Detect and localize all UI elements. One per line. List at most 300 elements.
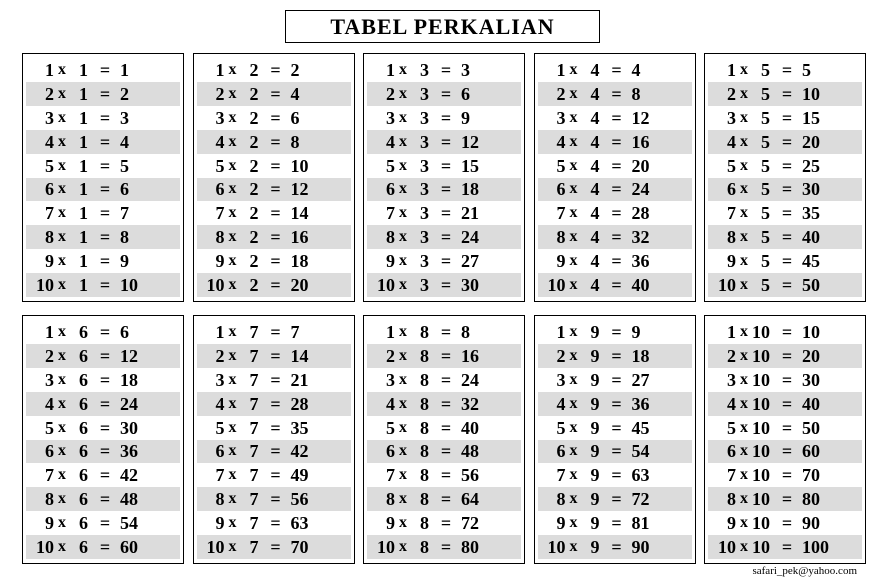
- product: 25: [802, 155, 820, 176]
- multiplicand: 7: [45, 203, 54, 224]
- multiplier: 4: [590, 83, 600, 104]
- table-row: [708, 392, 862, 416]
- equals-sign: =: [440, 441, 452, 462]
- multiplier: 2: [249, 227, 259, 248]
- product: 20: [290, 275, 309, 296]
- product: 28: [631, 203, 650, 224]
- equals-sign: =: [99, 251, 111, 272]
- multiplicand: 7: [556, 465, 566, 486]
- equals-sign: =: [270, 369, 281, 390]
- times-sign: x: [228, 156, 237, 174]
- table-row: [708, 344, 862, 368]
- table-row: [26, 201, 180, 225]
- equals-sign: =: [781, 441, 793, 462]
- times-sign: x: [58, 180, 66, 198]
- multiplicand: 7: [45, 465, 54, 486]
- multiplicand: 6: [386, 179, 395, 200]
- multiplier: 8: [420, 465, 429, 486]
- equals-sign: =: [611, 227, 622, 248]
- multiplicand: 9: [215, 251, 225, 272]
- multiplier: 8: [420, 537, 429, 558]
- multiplier: 9: [590, 465, 600, 486]
- product: 21: [290, 369, 309, 390]
- multiplier: 5: [761, 251, 770, 272]
- product: 70: [802, 465, 820, 486]
- equals-sign: =: [440, 251, 452, 272]
- table-row: [708, 82, 862, 106]
- equals-sign: =: [611, 465, 622, 486]
- table-row: [26, 249, 180, 273]
- multiplier: 7: [249, 417, 259, 438]
- equals-sign: =: [270, 417, 281, 438]
- times-sign: x: [740, 276, 748, 294]
- equals-sign: =: [611, 537, 622, 558]
- times-sign: x: [399, 204, 407, 222]
- multiplicand: 8: [215, 489, 225, 510]
- multiplicand: 6: [215, 179, 225, 200]
- table-row: [708, 225, 862, 249]
- multiplicand: 3: [556, 107, 566, 128]
- times-sign: x: [569, 276, 578, 294]
- product: 35: [290, 417, 309, 438]
- product: 50: [802, 417, 820, 438]
- table-row: [197, 368, 351, 392]
- multiplicand: 1: [45, 59, 54, 80]
- table-row: [367, 320, 521, 344]
- product: 27: [461, 251, 479, 272]
- multiplier: 7: [249, 345, 259, 366]
- product: 32: [461, 393, 479, 414]
- multiplicand: 10: [547, 275, 566, 296]
- times-sign: x: [740, 60, 748, 78]
- table-row: [708, 368, 862, 392]
- table-row: [26, 154, 180, 178]
- equals-sign: =: [611, 393, 622, 414]
- table-row: [367, 344, 521, 368]
- multiplier: 4: [590, 107, 600, 128]
- multiplicand: 5: [45, 417, 54, 438]
- table-row: [26, 416, 180, 440]
- table-row: [367, 273, 521, 297]
- product: 7: [120, 203, 129, 224]
- equals-sign: =: [611, 275, 622, 296]
- product: 24: [631, 179, 650, 200]
- times-sign: x: [58, 346, 66, 364]
- table-row: [26, 225, 180, 249]
- product: 5: [120, 155, 129, 176]
- table-row: [538, 344, 692, 368]
- table-row: [538, 178, 692, 202]
- product: 2: [290, 59, 300, 80]
- multiplier: 7: [249, 489, 259, 510]
- equals-sign: =: [781, 227, 793, 248]
- table-row: [708, 487, 862, 511]
- times-sign: x: [228, 394, 237, 412]
- multiplier: 7: [249, 513, 259, 534]
- times-sign: x: [399, 228, 407, 246]
- table-9: [534, 315, 696, 564]
- multiplier: 5: [761, 107, 770, 128]
- table-row: [367, 58, 521, 82]
- multiplicand: 7: [215, 203, 225, 224]
- footer-email: safari_pek@yahoo.com: [752, 565, 857, 577]
- equals-sign: =: [270, 489, 281, 510]
- product: 100: [802, 537, 829, 558]
- product: 6: [120, 179, 129, 200]
- product: 40: [461, 417, 479, 438]
- multiplier: 7: [249, 441, 259, 462]
- product: 10: [290, 155, 309, 176]
- multiplicand: 5: [556, 417, 566, 438]
- multiplier: 4: [590, 275, 600, 296]
- equals-sign: =: [781, 107, 793, 128]
- times-sign: x: [569, 228, 578, 246]
- table-6: [22, 315, 184, 564]
- multiplier: 6: [79, 345, 88, 366]
- multiplier: 5: [761, 203, 770, 224]
- equals-sign: =: [611, 83, 622, 104]
- multiplier: 3: [420, 251, 429, 272]
- times-sign: x: [740, 322, 748, 340]
- product: 24: [461, 227, 479, 248]
- table-row: [197, 535, 351, 559]
- equals-sign: =: [99, 179, 111, 200]
- equals-sign: =: [270, 393, 281, 414]
- multiplier: 2: [249, 83, 259, 104]
- product: 90: [802, 513, 820, 534]
- product: 80: [802, 489, 820, 510]
- multiplicand: 4: [556, 131, 566, 152]
- multiplicand: 3: [727, 369, 736, 390]
- table-row: [367, 368, 521, 392]
- product: 1: [120, 59, 129, 80]
- table-row: [197, 344, 351, 368]
- multiplier: 5: [761, 59, 770, 80]
- equals-sign: =: [781, 321, 793, 342]
- table-row: [26, 535, 180, 559]
- multiplier: 7: [249, 369, 259, 390]
- times-sign: x: [740, 394, 748, 412]
- equals-sign: =: [99, 489, 111, 510]
- multiplier: 4: [590, 179, 600, 200]
- table-row: [197, 178, 351, 202]
- equals-sign: =: [99, 203, 111, 224]
- table-row: [367, 392, 521, 416]
- multiplier: 8: [420, 345, 429, 366]
- times-sign: x: [399, 180, 407, 198]
- times-sign: x: [569, 418, 578, 436]
- times-sign: x: [399, 418, 407, 436]
- table-row: [708, 58, 862, 82]
- multiplicand: 8: [386, 489, 395, 510]
- times-sign: x: [58, 466, 66, 484]
- product: 6: [120, 321, 129, 342]
- equals-sign: =: [781, 131, 793, 152]
- equals-sign: =: [440, 393, 452, 414]
- equals-sign: =: [781, 489, 793, 510]
- table-row: [197, 392, 351, 416]
- table-row: [538, 225, 692, 249]
- multiplier: 1: [79, 203, 88, 224]
- multiplicand: 1: [386, 321, 395, 342]
- product: 9: [461, 107, 470, 128]
- table-row: [538, 106, 692, 130]
- product: 16: [461, 345, 479, 366]
- multiplicand: 3: [556, 369, 566, 390]
- times-sign: x: [569, 538, 578, 556]
- product: 56: [461, 465, 479, 486]
- times-sign: x: [569, 466, 578, 484]
- product: 5: [802, 59, 811, 80]
- equals-sign: =: [611, 513, 622, 534]
- table-row: [367, 130, 521, 154]
- multiplicand: 5: [386, 155, 395, 176]
- multiplier: 4: [590, 203, 600, 224]
- multiplier: 1: [79, 107, 88, 128]
- multiplier: 8: [420, 321, 429, 342]
- times-sign: x: [228, 418, 237, 436]
- product: 16: [631, 131, 650, 152]
- equals-sign: =: [270, 227, 281, 248]
- multiplier: 2: [249, 131, 259, 152]
- multiplier: 8: [420, 369, 429, 390]
- equals-sign: =: [270, 131, 281, 152]
- multiplier: 6: [79, 369, 88, 390]
- multiplicand: 1: [215, 321, 225, 342]
- times-sign: x: [228, 60, 237, 78]
- times-sign: x: [399, 466, 407, 484]
- product: 40: [631, 275, 650, 296]
- times-sign: x: [569, 322, 578, 340]
- table-row: [708, 106, 862, 130]
- multiplier: 10: [752, 513, 770, 534]
- times-sign: x: [228, 252, 237, 270]
- multiplicand: 7: [215, 465, 225, 486]
- multiplicand: 2: [386, 345, 395, 366]
- multiplicand: 10: [377, 537, 395, 558]
- multiplicand: 1: [727, 59, 736, 80]
- product: 15: [802, 107, 820, 128]
- times-sign: x: [228, 490, 237, 508]
- equals-sign: =: [99, 131, 111, 152]
- multiplicand: 9: [727, 251, 736, 272]
- times-sign: x: [58, 442, 66, 460]
- multiplicand: 10: [206, 537, 225, 558]
- product: 54: [120, 513, 138, 534]
- product: 20: [631, 155, 650, 176]
- table-row: [708, 320, 862, 344]
- product: 40: [802, 393, 820, 414]
- multiplicand: 3: [386, 369, 395, 390]
- equals-sign: =: [781, 537, 793, 558]
- product: 54: [631, 441, 650, 462]
- multiplier: 9: [590, 345, 600, 366]
- multiplicand: 1: [215, 59, 225, 80]
- multiplicand: 9: [215, 513, 225, 534]
- multiplier: 6: [79, 417, 88, 438]
- times-sign: x: [569, 84, 578, 102]
- table-row: [708, 535, 862, 559]
- product: 60: [120, 537, 138, 558]
- times-sign: x: [569, 60, 578, 78]
- equals-sign: =: [440, 345, 452, 366]
- multiplicand: 5: [727, 155, 736, 176]
- multiplier: 3: [420, 107, 429, 128]
- times-sign: x: [58, 204, 66, 222]
- equals-sign: =: [440, 131, 452, 152]
- table-row: [708, 201, 862, 225]
- table-2: [193, 53, 355, 302]
- table-row: [538, 463, 692, 487]
- multiplicand: 1: [45, 321, 54, 342]
- times-sign: x: [740, 84, 748, 102]
- multiplicand: 2: [727, 83, 736, 104]
- table-row: [197, 463, 351, 487]
- table-row: [197, 225, 351, 249]
- times-sign: x: [228, 84, 237, 102]
- equals-sign: =: [440, 59, 452, 80]
- product: 10: [802, 321, 820, 342]
- multiplicand: 3: [386, 107, 395, 128]
- equals-sign: =: [99, 465, 111, 486]
- times-sign: x: [740, 156, 748, 174]
- multiplier: 10: [752, 537, 770, 558]
- multiplicand: 10: [36, 275, 54, 296]
- equals-sign: =: [781, 513, 793, 534]
- times-sign: x: [58, 370, 66, 388]
- table-row: [708, 273, 862, 297]
- product: 16: [290, 227, 309, 248]
- multiplier: 9: [590, 489, 600, 510]
- multiplier: 10: [752, 417, 770, 438]
- multiplicand: 8: [386, 227, 395, 248]
- table-row: [708, 154, 862, 178]
- equals-sign: =: [99, 441, 111, 462]
- multiplier: 1: [79, 275, 88, 296]
- multiplicand: 9: [727, 513, 736, 534]
- multiplier: 3: [420, 131, 429, 152]
- times-sign: x: [399, 276, 407, 294]
- multiplicand: 9: [45, 251, 54, 272]
- multiplier: 10: [752, 321, 770, 342]
- table-row: [538, 130, 692, 154]
- product: 28: [290, 393, 309, 414]
- times-sign: x: [399, 394, 407, 412]
- table-row: [367, 440, 521, 464]
- times-sign: x: [228, 322, 237, 340]
- multiplicand: 6: [45, 179, 54, 200]
- multiplier: 2: [249, 203, 259, 224]
- times-sign: x: [399, 156, 407, 174]
- table-row: [26, 130, 180, 154]
- equals-sign: =: [270, 83, 281, 104]
- table-row: [26, 511, 180, 535]
- equals-sign: =: [781, 59, 793, 80]
- times-sign: x: [399, 514, 407, 532]
- equals-sign: =: [611, 417, 622, 438]
- multiplier: 2: [249, 275, 259, 296]
- multiplier: 4: [590, 155, 600, 176]
- equals-sign: =: [270, 513, 281, 534]
- table-5: [704, 53, 866, 302]
- table-row: [367, 416, 521, 440]
- product: 63: [631, 465, 650, 486]
- equals-sign: =: [611, 489, 622, 510]
- multiplicand: 2: [215, 345, 225, 366]
- equals-sign: =: [611, 441, 622, 462]
- multiplicand: 3: [45, 107, 54, 128]
- product: 8: [631, 83, 641, 104]
- table-8: [363, 315, 525, 564]
- multiplicand: 6: [215, 441, 225, 462]
- multiplicand: 5: [45, 155, 54, 176]
- times-sign: x: [58, 276, 66, 294]
- multiplicand: 7: [727, 465, 736, 486]
- product: 20: [802, 131, 820, 152]
- times-sign: x: [740, 132, 748, 150]
- times-sign: x: [58, 514, 66, 532]
- equals-sign: =: [99, 417, 111, 438]
- times-sign: x: [228, 228, 237, 246]
- product: 18: [461, 179, 479, 200]
- times-sign: x: [228, 442, 237, 460]
- multiplier: 9: [590, 369, 600, 390]
- multiplier: 1: [79, 59, 88, 80]
- equals-sign: =: [440, 417, 452, 438]
- product: 14: [290, 345, 309, 366]
- product: 56: [290, 489, 309, 510]
- table-row: [197, 106, 351, 130]
- multiplicand: 6: [556, 441, 566, 462]
- equals-sign: =: [440, 83, 452, 104]
- multiplier: 6: [79, 489, 88, 510]
- table-row: [708, 178, 862, 202]
- times-sign: x: [740, 418, 748, 436]
- times-sign: x: [740, 204, 748, 222]
- product: 72: [631, 489, 650, 510]
- multiplier: 3: [420, 275, 429, 296]
- equals-sign: =: [270, 203, 281, 224]
- times-sign: x: [58, 156, 66, 174]
- times-sign: x: [740, 180, 748, 198]
- tables-grid: [22, 53, 866, 564]
- product: 7: [290, 321, 300, 342]
- table-row: [197, 82, 351, 106]
- product: 36: [631, 251, 650, 272]
- multiplier: 10: [752, 465, 770, 486]
- times-sign: x: [569, 442, 578, 460]
- equals-sign: =: [611, 369, 622, 390]
- page-title-text: TABEL PERKALIAN: [330, 13, 555, 39]
- table-row: [197, 416, 351, 440]
- table-row: [197, 273, 351, 297]
- multiplicand: 8: [727, 489, 736, 510]
- product: 50: [802, 275, 820, 296]
- times-sign: x: [58, 108, 66, 126]
- times-sign: x: [228, 180, 237, 198]
- times-sign: x: [58, 394, 66, 412]
- table-row: [26, 440, 180, 464]
- equals-sign: =: [440, 489, 452, 510]
- product: 4: [631, 59, 641, 80]
- equals-sign: =: [99, 393, 111, 414]
- equals-sign: =: [99, 83, 111, 104]
- multiplicand: 6: [556, 179, 566, 200]
- table-4: [534, 53, 696, 302]
- times-sign: x: [399, 538, 407, 556]
- product: 36: [120, 441, 138, 462]
- multiplier: 10: [752, 369, 770, 390]
